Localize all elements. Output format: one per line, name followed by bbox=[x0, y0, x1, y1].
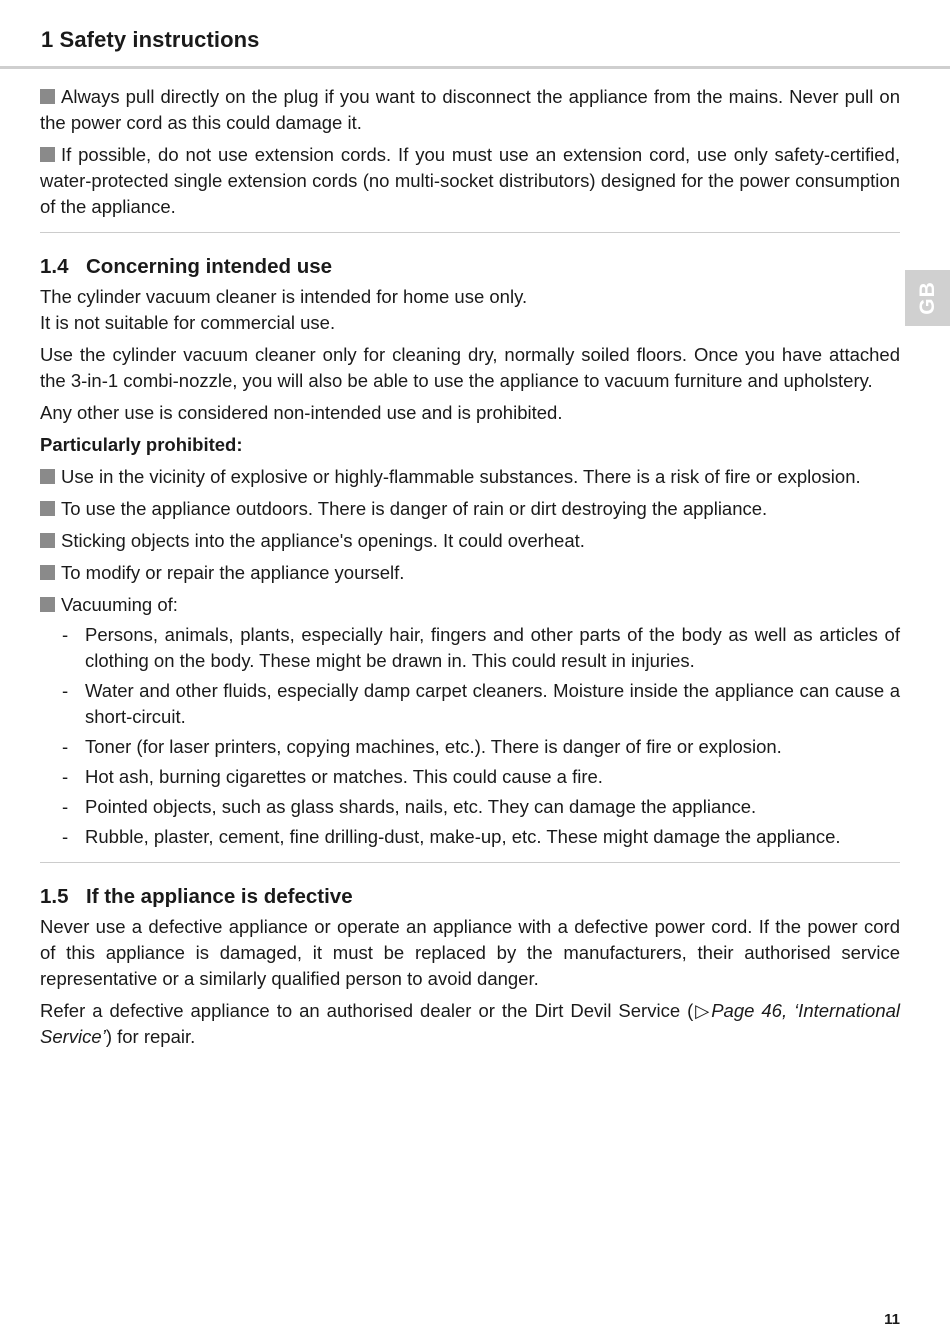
prohibited-bullet bbox=[40, 560, 900, 586]
paragraph bbox=[40, 998, 900, 1050]
square-bullet-icon bbox=[40, 501, 55, 516]
list-item: - Persons, animals, plants, especially hair, fingers and other parts of the body as well as articles of clothing on the body. These might be drawn in. This could result in injuries. bbox=[40, 622, 900, 674]
square-bullet-icon bbox=[40, 469, 55, 484]
header-divider bbox=[0, 66, 950, 69]
prohibited-bullet bbox=[40, 464, 900, 490]
square-bullet-icon bbox=[40, 533, 55, 548]
paragraph bbox=[40, 284, 900, 336]
prohibited-heading: Particularly prohibited: bbox=[40, 434, 243, 455]
prohibited-bullet bbox=[40, 496, 900, 522]
paragraph-text: ) for repair. bbox=[105, 1026, 196, 1047]
square-bullet-icon bbox=[40, 565, 55, 580]
page-reference-link[interactable]: Page 46, ‘International Service’ bbox=[40, 1000, 901, 1047]
prohibited-bullet-text: Vacuuming of: bbox=[61, 594, 178, 615]
list-item: - Toner (for laser printers, copying machines, etc.). There is danger of fire or explosion. bbox=[40, 734, 900, 760]
intro-bullet bbox=[40, 142, 900, 220]
prohibited-bullet bbox=[40, 528, 900, 554]
paragraph: Never use a defective appliance or operate an appliance with a defective power cord. If the power cord of this appliance is damaged, it must be replaced by the manufacturers, their authorised service representative or a similarly qualified person to avoid danger. bbox=[40, 916, 900, 989]
square-bullet-icon bbox=[40, 597, 55, 612]
prohibited-bullet bbox=[40, 592, 900, 618]
intro-bullet-text: If possible, do not use extension cords. If you must use an extension cord, use only safety-certified, water-protected single extension cords (no multi-socket distributors) designed for the power consumption of the appliance. bbox=[40, 144, 900, 217]
paragraph: Use the cylinder vacuum cleaner only for cleaning dry, normally soiled floors. Once you have attached the 3-in-1 combi-nozzle, you will also be able to use the appliance to vacuum furniture and upholstery. bbox=[40, 344, 900, 391]
prohibited-bullet-text: To use the appliance outdoors. There is danger of rain or dirt destroying the appliance. bbox=[61, 498, 768, 519]
prohibited-bullet-text: Sticking objects into the appliance's openings. It could overheat. bbox=[61, 530, 585, 551]
section-title: If the appliance is defective bbox=[86, 885, 353, 908]
page-content bbox=[40, 84, 900, 1056]
chapter-title: 1 Safety instructions bbox=[41, 27, 260, 52]
intro-bullet bbox=[40, 84, 900, 136]
language-tab bbox=[905, 270, 950, 326]
list-item: - Hot ash, burning cigarettes or matches. This could cause a fire. bbox=[40, 764, 900, 790]
section-heading-1-5 bbox=[40, 883, 900, 911]
square-bullet-icon bbox=[40, 89, 55, 104]
list-item: - Pointed objects, such as glass shards, nails, etc. They can damage the appliance. bbox=[40, 794, 900, 820]
section-divider bbox=[40, 232, 900, 233]
section-heading-1-4 bbox=[40, 253, 900, 281]
square-bullet-icon bbox=[40, 147, 55, 162]
paragraph-text: Refer a defective appliance to an authorised dealer or the Dirt Devil Service ( bbox=[40, 1000, 694, 1021]
section-number: 1.5 bbox=[40, 885, 69, 908]
section-number: 1.4 bbox=[40, 255, 69, 278]
list-item: - Rubble, plaster, cement, fine drilling-dust, make-up, etc. These might damage the appliance. bbox=[40, 824, 900, 850]
paragraph-line: It is not suitable for commercial use. bbox=[40, 312, 336, 333]
paragraph-line: The cylinder vacuum cleaner is intended for home use only. bbox=[40, 286, 528, 307]
prohibited-bullet-text: To modify or repair the appliance yourself. bbox=[61, 562, 405, 583]
list-item: - Water and other fluids, especially damp carpet cleaners. Moisture inside the appliance can cause a short-circuit. bbox=[40, 678, 900, 730]
section-divider bbox=[40, 862, 900, 863]
prohibited-bullet-text: Use in the vicinity of explosive or highly-flammable substances. There is a risk of fire or explosion. bbox=[61, 466, 861, 487]
intro-bullet-text: Always pull directly on the plug if you want to disconnect the appliance from the mains. Never pull on the power cord as this could damage it. bbox=[40, 86, 900, 133]
section-title: Concerning intended use bbox=[86, 255, 333, 278]
vacuum-items-list bbox=[40, 622, 900, 850]
page-number: 11 bbox=[884, 1311, 900, 1328]
language-tab-label: GB bbox=[915, 281, 939, 315]
triangle-arrow-icon: ▷ bbox=[693, 1000, 712, 1021]
paragraph: Any other use is considered non-intended use and is prohibited. bbox=[40, 402, 563, 423]
